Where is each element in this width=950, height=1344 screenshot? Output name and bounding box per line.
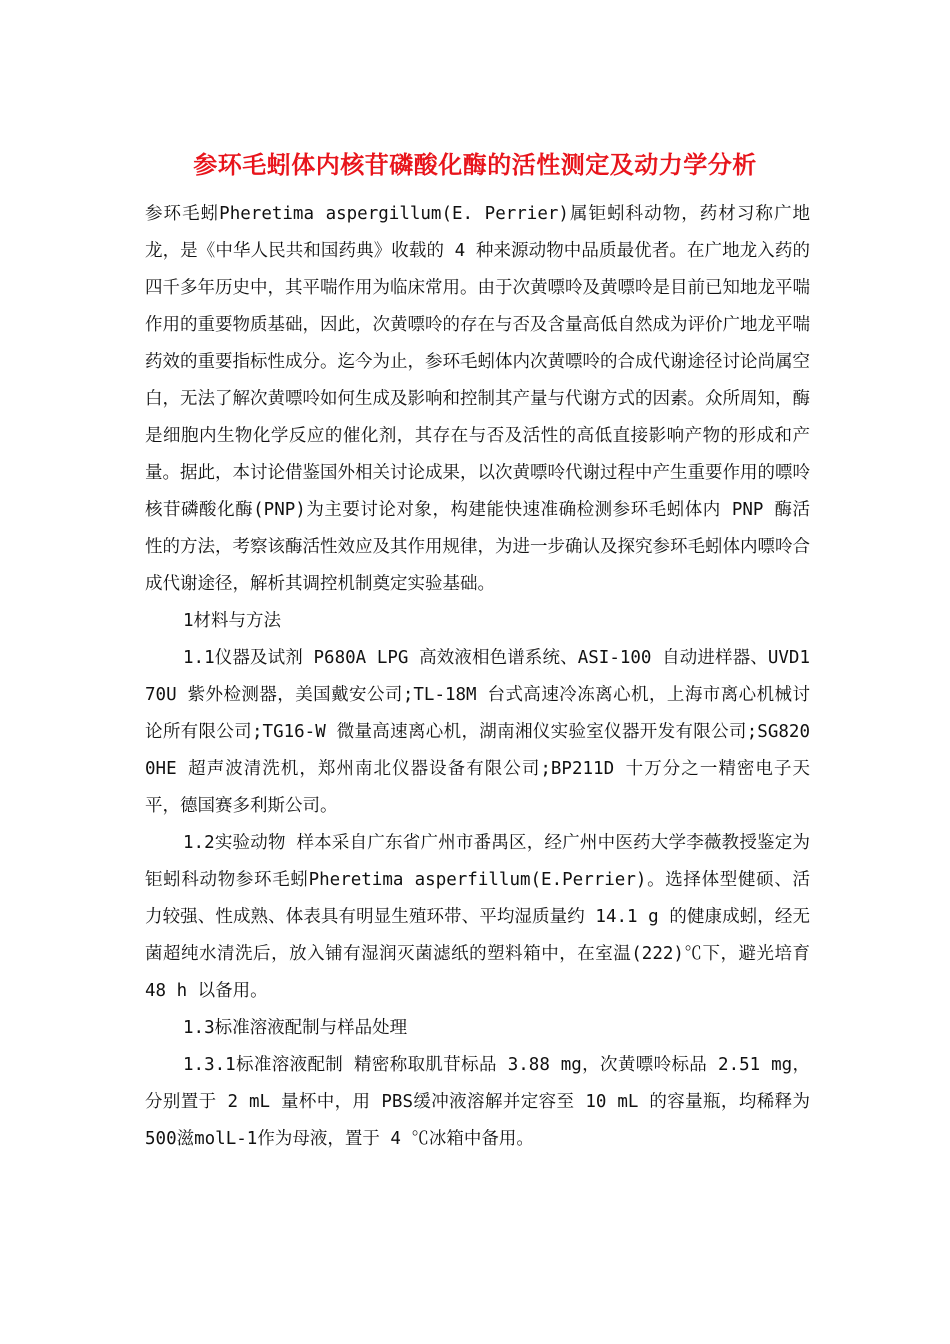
paragraph-standard-solution-prep: 1.3.1标准溶液配制 精密称取肌苷标品 3.88 mg，次黄嘌呤标品 2.51 mg，分别置于 2 mL 量杯中，用 PBS缓冲液溶解并定容至 10 mL 的容量瓶，均稀释为 500滋molL-1作为母液，置于 4 ℃冰箱中备用。 [145, 1055, 810, 1149]
section-heading-standard-solution: 1.3标准溶液配制与样品处理 [183, 1018, 408, 1038]
section-heading-materials-methods: 1材料与方法 [183, 611, 282, 631]
document-body [145, 196, 810, 1158]
document-title: 参环毛蚓体内核苷磷酸化酶的活性测定及动力学分析 [193, 150, 757, 179]
paragraph-instruments-reagents: 1.1仪器及试剂 P680A LPG 高效液相色谱系统、ASI-100 自动进样器、UVD170U 紫外检测器，美国戴安公司;TL-18M 台式高速冷冻离心机，上海市离心机械讨论所有限公司;TG16-W 微量高速离心机，湖南湘仪实验室仪器开发有限公司;SG8200HE 超声波清洗机，郑州南北仪器设备有限公司;BP211D 十万分之一精密电子天平，德国赛多利斯公司。 [145, 648, 810, 816]
intro-paragraph: 参环毛蚓Pheretima aspergillum(E. Perrier)属钜蚓科动物，药材习称广地龙，是《中华人民共和国药典》收载的 4 种来源动物中品质最优者。在广地龙入药的四千多年历史中，其平喘作用为临床常用。由于次黄嘌呤及黄嘌呤是目前已知地龙平喘作用的重要物质基础，因此，次黄嘌呤的存在与否及含量高低自然成为评价广地龙平喘药效的重要指标性成分。迄今为止，参环毛蚓体内次黄嘌呤的合成代谢途径讨论尚属空白，无法了解次黄嘌呤如何生成及影响和控制其产量与代谢方式的因素。众所周知，酶是细胞内生物化学反应的催化剂，其存在与否及活性的高低直接影响产物的形成和产量。据此，本讨论借鉴国外相关讨论成果，以次黄嘌呤代谢过程中产生重要作用的嘌呤核苷磷酸化酶(PNP)为主要讨论对象，构建能快速准确检测参环毛蚓体内 PNP 酶活性的方法，考察该酶活性效应及其作用规律，为进一步确认及探究参环毛蚓体内嘌呤合成代谢途径，解析其调控机制奠定实验基础。 [145, 204, 810, 594]
paragraph-experimental-animals: 1.2实验动物 样本采自广东省广州市番禺区，经广州中医药大学李薇教授鉴定为钜蚓科动物参环毛蚓Pheretima asperfillum(E.Perrier)。选择体型健硕、活力较强、性成熟、体表具有明显生殖环带、平均湿质量约 14.1 g 的健康成蚓，经无菌超纯水清洗后，放入铺有湿润灭菌滤纸的塑料箱中，在室温(222)℃下，避光培育 48 h 以备用。 [145, 833, 810, 1001]
